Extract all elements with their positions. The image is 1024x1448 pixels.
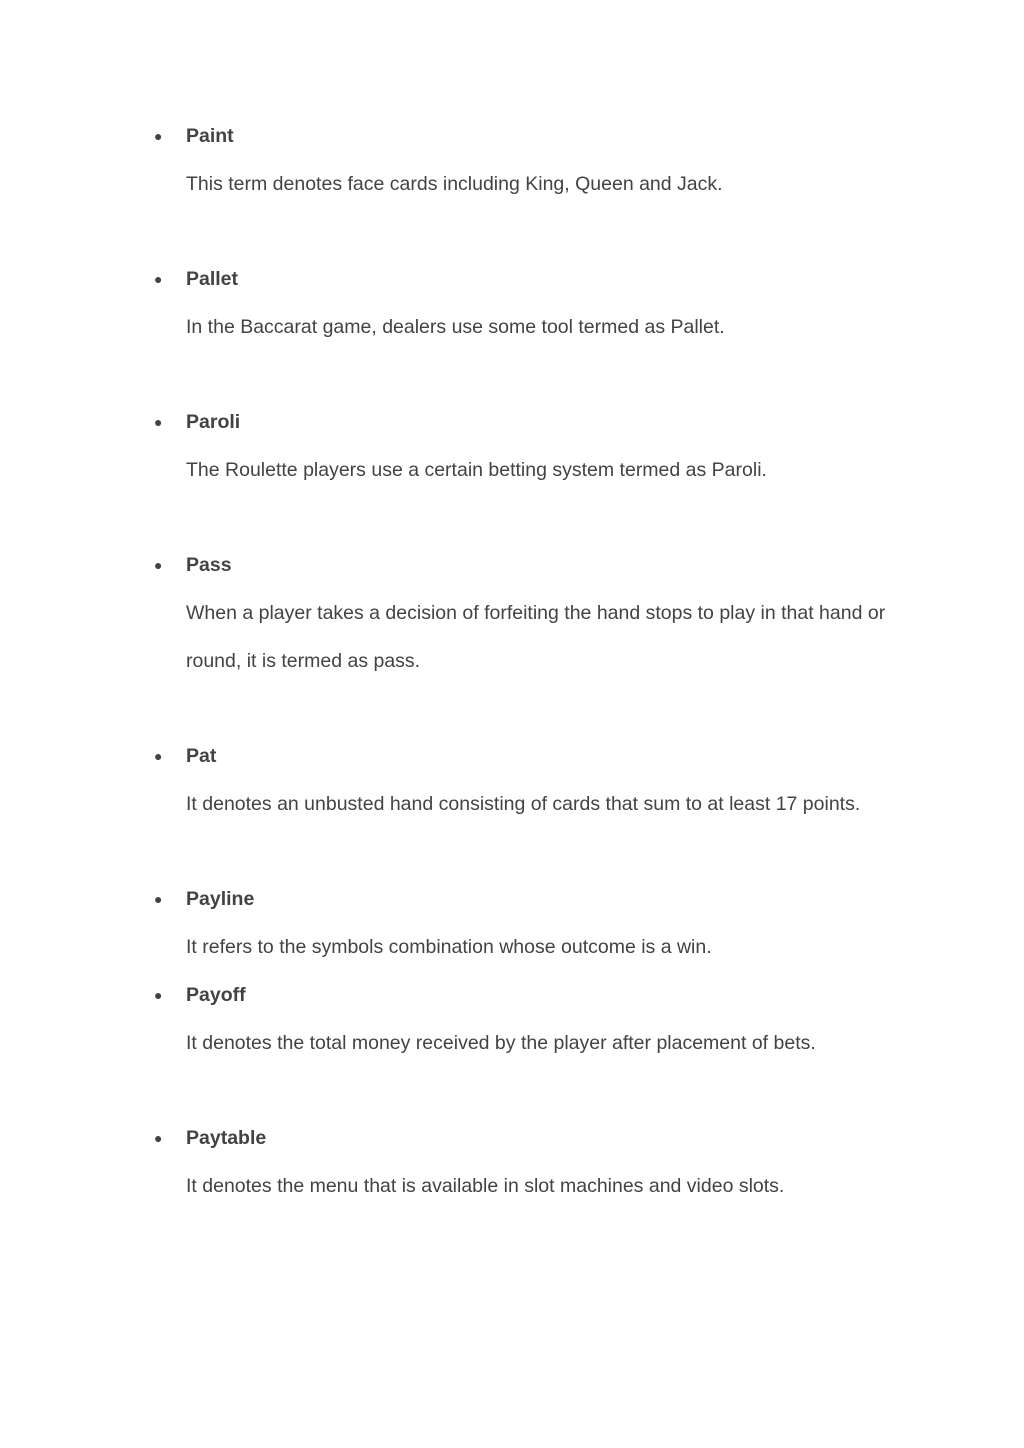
glossary-definition: In the Baccarat game, dealers use some tool termed as Pallet. bbox=[186, 316, 725, 338]
glossary-term: Paroli bbox=[186, 411, 241, 433]
glossary-definition: It denotes an unbusted hand consisting of cards that sum to at least 17 points. bbox=[186, 793, 861, 815]
bullet-icon: ● bbox=[154, 748, 163, 764]
glossary-term: Paytable bbox=[186, 1127, 267, 1149]
bullet-icon: ● bbox=[154, 271, 163, 287]
glossary-definition: This term denotes face cards including King, Queen and Jack. bbox=[186, 173, 723, 195]
glossary-term: Paint bbox=[186, 125, 234, 147]
glossary-term: Payoff bbox=[186, 984, 246, 1006]
glossary-definition: The Roulette players use a certain betting system termed as Paroli. bbox=[186, 459, 767, 481]
bullet-icon: ● bbox=[154, 1130, 163, 1146]
glossary-definition: It refers to the symbols combination whose outcome is a win. bbox=[186, 936, 712, 958]
glossary-definition: It denotes the total money received by the player after placement of bets. bbox=[186, 1032, 816, 1054]
bullet-icon: ● bbox=[154, 557, 163, 573]
glossary-definition: When a player takes a decision of forfeiting the hand stops to play in that hand or round, it is termed as pass. bbox=[186, 602, 886, 672]
glossary-term: Payline bbox=[186, 888, 255, 910]
bullet-icon: ● bbox=[154, 891, 163, 907]
bullet-icon: ● bbox=[154, 128, 163, 144]
bullet-icon: ● bbox=[154, 414, 163, 430]
glossary-term: Pat bbox=[186, 745, 217, 767]
bullet-icon: ● bbox=[154, 987, 163, 1003]
glossary-term: Pass bbox=[186, 554, 232, 576]
glossary-term: Pallet bbox=[186, 268, 239, 290]
glossary-definition: It denotes the menu that is available in slot machines and video slots. bbox=[186, 1175, 785, 1197]
